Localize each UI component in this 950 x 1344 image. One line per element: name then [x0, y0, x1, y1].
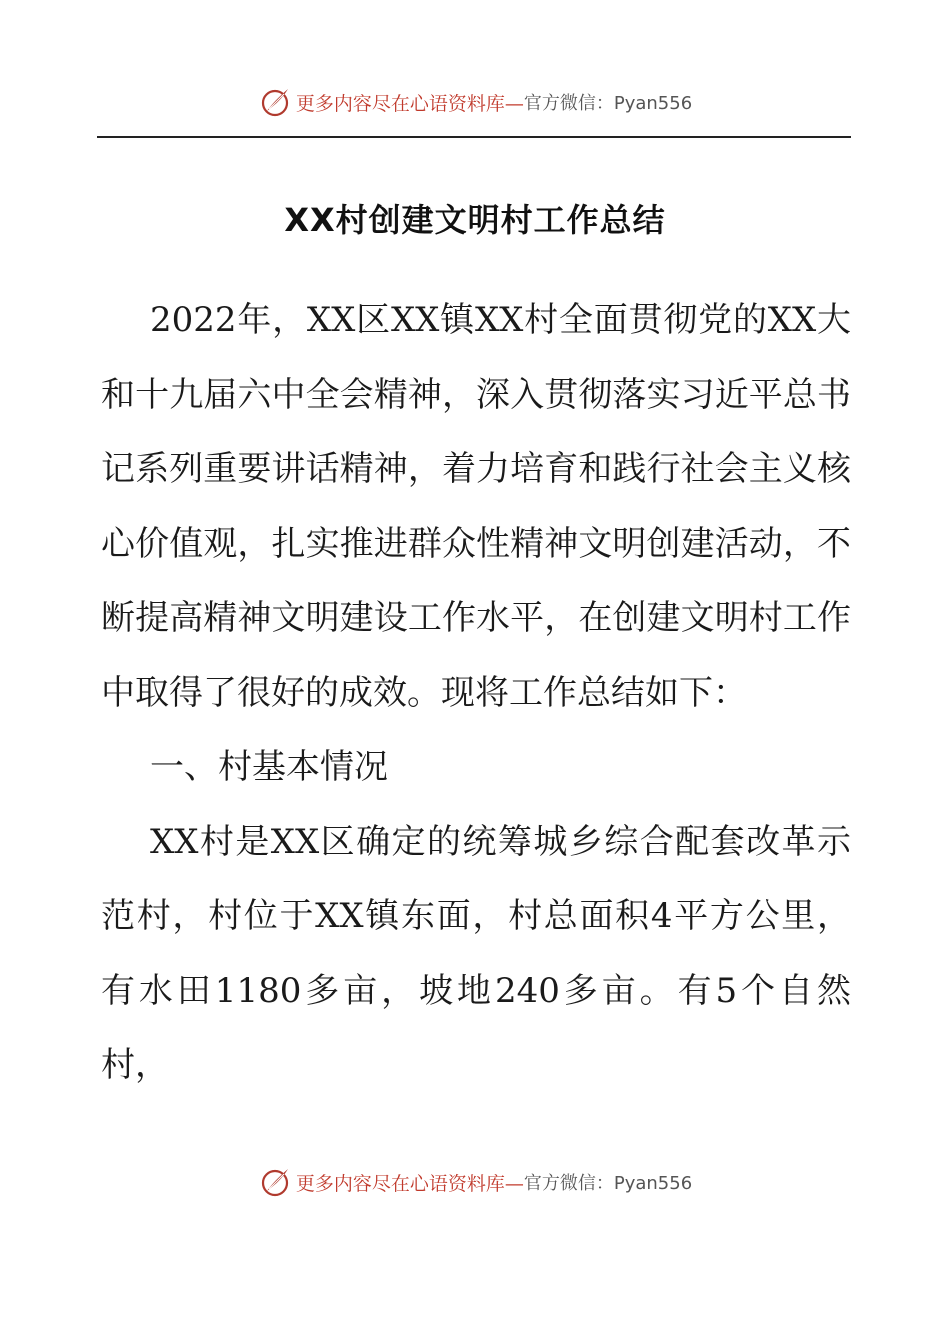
- document-title: XX村创建文明村工作总结: [284, 201, 666, 239]
- page-header: [0, 82, 950, 122]
- section-heading: 一、村基本情况: [150, 747, 388, 787]
- quill-pen-circle-icon: [258, 1165, 292, 1199]
- header-brand-text: 更多内容尽在心语资料库—: [295, 92, 524, 115]
- footer-brand: [258, 1165, 692, 1199]
- page-footer: [0, 1162, 950, 1202]
- footer-contact-text: 官方微信：Pyan556: [523, 1173, 693, 1194]
- header-divider: [97, 136, 851, 138]
- footer-brand-text: 更多内容尽在心语资料库—: [295, 1172, 524, 1195]
- paragraph-intro: 2022年，XX区XX镇XX村全面贯彻党的XX大和十九届六中全会精神，深入贯彻落实习近平总书记系列重要讲话精神，着力培育和践行社会主义核心价值观，扎实推进群众性精神文明创建活动，不断提高精神文明建设工作水平，在创建文明村工作中取得了很好的成效。现将工作总结如下：: [101, 300, 851, 713]
- header-brand: [258, 85, 692, 119]
- paragraph-village-info: XX村是XX区确定的统筹城乡综合配套改革示范村，村位于XX镇东面，村总面积4平方公里，有水田1180多亩，坡地240多亩。有5个自然村，: [101, 821, 851, 1085]
- quill-pen-circle-icon: [258, 85, 292, 119]
- header-contact-text: 官方微信：Pyan556: [523, 93, 693, 114]
- document-body: [101, 283, 851, 1103]
